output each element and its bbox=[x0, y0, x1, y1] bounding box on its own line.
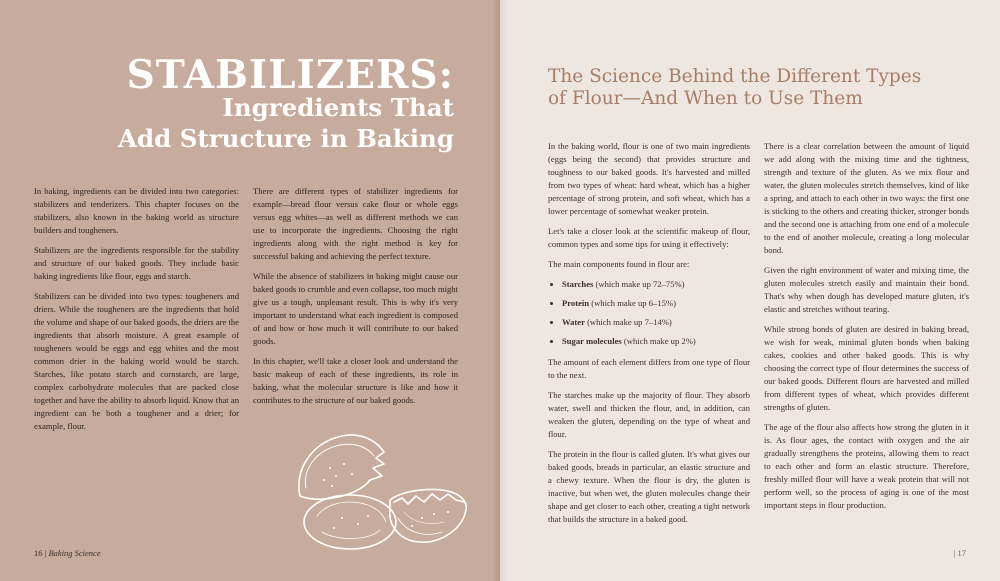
component-name: Water bbox=[562, 317, 585, 327]
list-item bbox=[562, 335, 750, 348]
page-number: 17 bbox=[957, 548, 966, 558]
right-folio bbox=[954, 548, 966, 558]
chapter-subtitle bbox=[118, 92, 454, 154]
paragraph: In this chapter, we'll take a closer look and understand the basic makeup of each of these ingredients, its role in baking, what the molecular structure is like and how it contributes to the structure of our baked goods. bbox=[253, 356, 458, 405]
component-detail: (which make up 2%) bbox=[621, 336, 696, 346]
paragraph: Let's take a closer look at the scientific makeup of flour, common types and some tips for using it effectively: bbox=[548, 226, 750, 249]
component-name: Sugar molecules bbox=[562, 336, 622, 346]
paragraph: The age of the flour also affects how strong the gluten in it is. As flour ages, the contact with oxygen and the air gradually strengthens the proteins, allowing them to react to each other and form an elastic structure. Therefore, freshly milled flour will have a weak protein that will not perform well, so the process of aging is one of the most important steps in flour production. bbox=[764, 422, 969, 510]
paragraph: The main components found in flour are: bbox=[548, 259, 690, 269]
left-column-1 bbox=[34, 185, 239, 440]
paragraph: The protein in the flour is called gluten. It's what gives our baked goods, breads in particular, an elastic structure and a chewy texture. When the flour is dry, the gluten is inactive, but when wet, the gluten molecules change their shape and get closer to each other, creating a tight network that builds the structure in a baked good. bbox=[548, 449, 750, 524]
left-column-2 bbox=[253, 185, 458, 414]
section-title-line-2: of Flour—And When to Use Them bbox=[548, 88, 863, 109]
paragraph: In the baking world, flour is one of two main ingredients (eggs being the second) that provides structure and toughness to our baked goods. It's harvested and milled from two types of wheat: hard wheat, which has a higher percentage of strong protein, and soft wheat, which has a lower percentage of somewhat weaker protein. bbox=[548, 141, 750, 216]
paragraph: Stabilizers are the ingredients responsible for the stability and structure of our baked goods. They include basic baking ingredients like flour, eggs and starch. bbox=[34, 245, 239, 281]
folio-separator: | bbox=[44, 548, 47, 558]
right-column-1 bbox=[548, 140, 750, 533]
page-number: 16 bbox=[34, 548, 43, 558]
section-name: Baking Science bbox=[48, 548, 101, 558]
paragraph: There are different types of stabilizer ingredients for example—bread flour versus cake flour or whole eggs versus egg whites—as well as different methods we can use to incorporate the ingredients. Choosing the right ingredients along with the right method is key for successful baking and achieving the perfect texture. bbox=[253, 186, 458, 261]
paragraph: In baking, ingredients can be divided into two categories: stabilizers and tenderizers. This chapter focuses on the stabilizers, also known in the baking world as structure builders and tougheners. bbox=[34, 186, 239, 235]
component-detail: (which make up 72–75%) bbox=[593, 279, 685, 289]
chapter-title: STABILIZERS: bbox=[126, 52, 454, 98]
chapter-subtitle-line-1: Ingredients That bbox=[222, 93, 454, 122]
paragraph: Stabilizers can be divided into two types: tougheners and driers. While the tougheners are the ingredients that hold the volume and shape of our baked goods, the driers are the ingredients that absorb moisture. A great example of tougheners would be eggs and egg whites and the most common drier in the baking world would be starch. Starches, like potato starch and cornstarch, are large, complex carbohydrate molecules that are packed close together and have the ability to absorb liquid. Know that an ingredient can be both a toughener and a drier; for example, flour. bbox=[34, 291, 239, 431]
right-page bbox=[500, 0, 1000, 581]
right-column-2 bbox=[764, 140, 969, 519]
egg-shells-illustration bbox=[272, 418, 472, 553]
component-detail: (which make up 6–15%) bbox=[589, 298, 676, 308]
paragraph: The starches make up the majority of flour. They absorb water, swell and thicken the flour, and, in addition, can weaken the gluten, depending on the type of wheat and flour. bbox=[548, 390, 750, 439]
paragraph: Given the right environment of water and mixing time, the gluten molecules stretch easily and maintain their bond. That's why when dough has developed mature gluten, it's elastic and stretches without tearing. bbox=[764, 265, 969, 314]
component-name: Protein bbox=[562, 298, 590, 308]
book-gutter-shadow bbox=[492, 0, 508, 581]
paragraph: While strong bonds of gluten are desired in baking bread, we wish for weak, minimal gluten bonds when baking cakes, cookies and other baked goods. This is why choosing the correct type of flour determines the success of our baked goods. Different flours are harvested and milled from different types of wheat, which provides different strengths of gluten. bbox=[764, 324, 969, 412]
component-detail: (which make up 7–14%) bbox=[584, 317, 672, 327]
chapter-subtitle-line-2: Add Structure in Baking bbox=[117, 124, 454, 153]
section-title bbox=[548, 66, 921, 110]
paragraph: While the absence of stabilizers in baking might cause our baked goods to crumble and even collapse, too much might give us a tough, unpleasant result. This is why it's very important to understand what each ingredient is composed of and how or how much it will contribute to our baked goods. bbox=[253, 271, 458, 346]
list-item bbox=[562, 316, 750, 329]
paragraph: The amount of each element differs from one type of flour to the next. bbox=[548, 357, 750, 380]
section-title-line-1: The Science Behind the Different Types bbox=[548, 66, 922, 87]
paragraph: There is a clear correlation between the amount of liquid we add along with the mixing time and the tightness, strength and texture of the gluten. As we mix flour and water, the gluten molecules stretch themselves, kind of like a spring, and attach to each other in two ways: the first one is sticking to the others and creating thicker, stronger bonds and the second one is attaching from one end of a molecule to the end of another molecule, creating a long molecular bond. bbox=[764, 141, 969, 255]
left-folio bbox=[34, 548, 101, 558]
flour-components-list bbox=[548, 278, 750, 348]
folio-separator: | bbox=[953, 548, 956, 558]
list-item bbox=[562, 278, 750, 291]
component-name: Starches bbox=[562, 279, 594, 289]
list-item bbox=[562, 297, 750, 310]
